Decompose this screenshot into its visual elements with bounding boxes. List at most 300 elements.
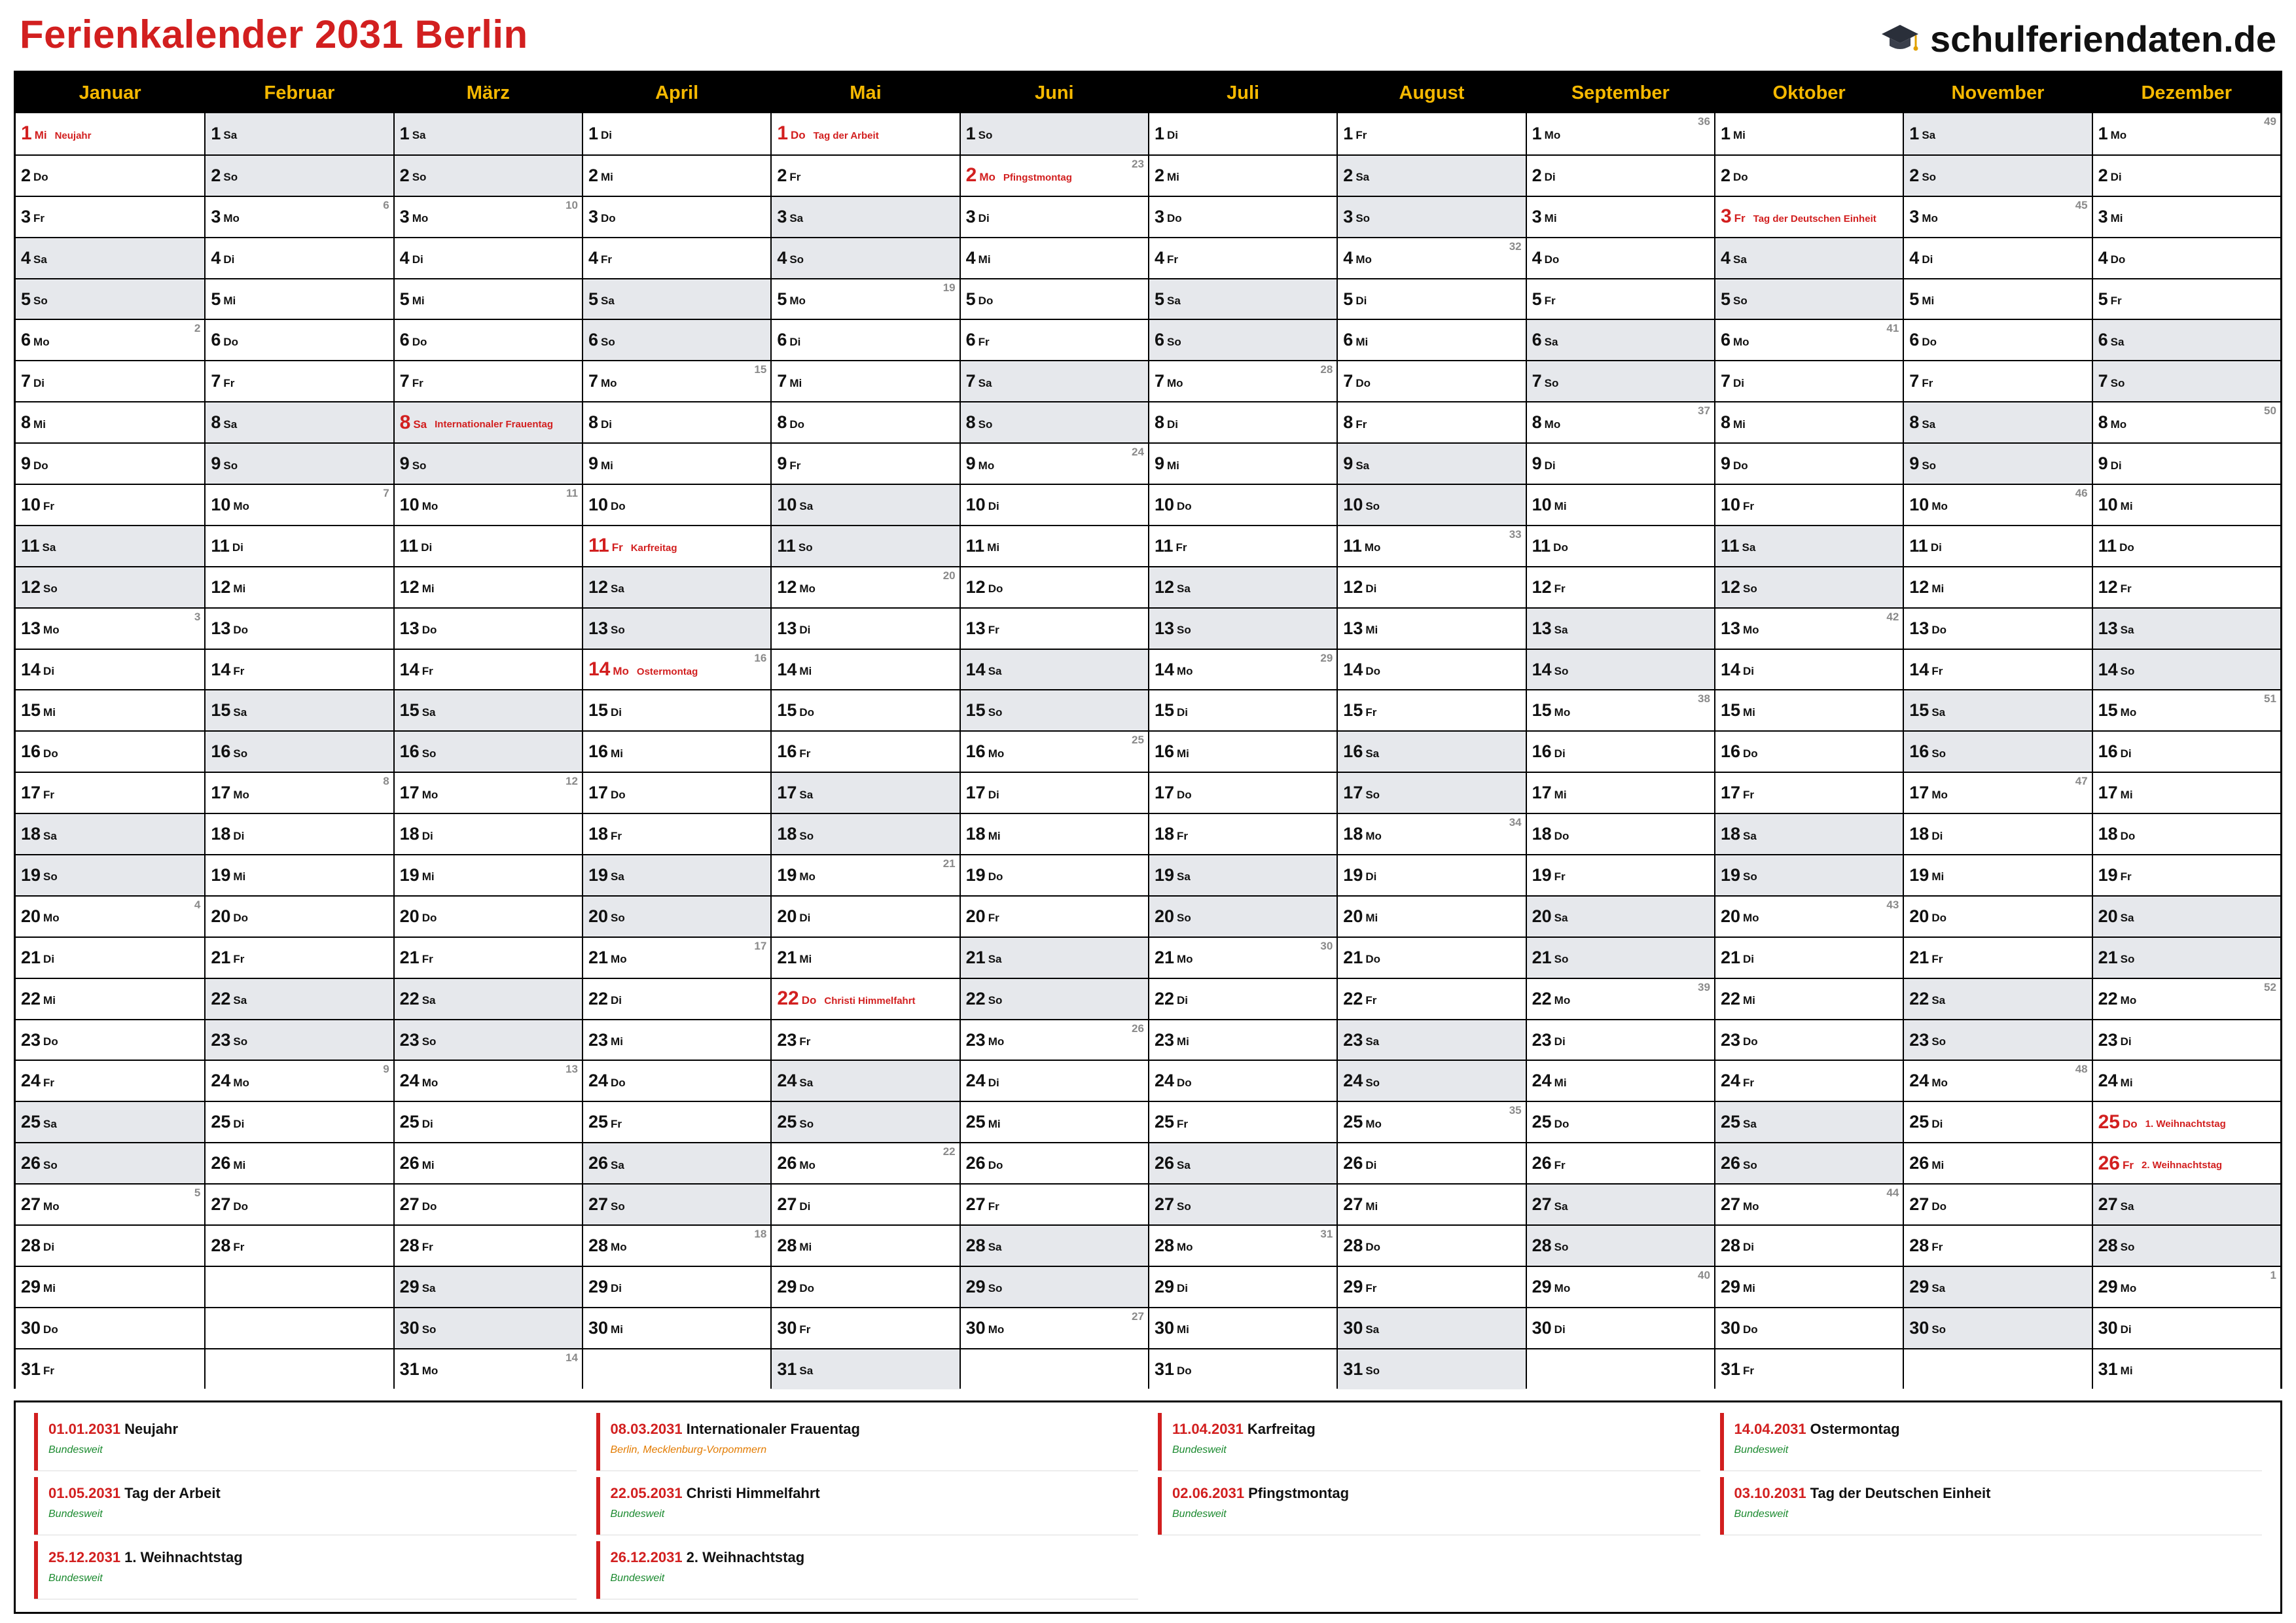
- day-cell[interactable]: [583, 649, 770, 690]
- day-cell[interactable]: [961, 196, 1148, 237]
- day-cell[interactable]: [16, 1019, 204, 1060]
- day-cell[interactable]: [1527, 237, 1714, 278]
- day-cell[interactable]: [772, 566, 959, 607]
- day-cell[interactable]: [206, 237, 393, 278]
- day-cell[interactable]: [1338, 936, 1525, 978]
- day-cell[interactable]: [395, 1101, 582, 1142]
- day-cell[interactable]: [16, 1060, 204, 1101]
- day-cell[interactable]: [1715, 1142, 1903, 1183]
- day-cell[interactable]: [1715, 154, 1903, 196]
- day-cell[interactable]: [1149, 442, 1336, 484]
- day-cell[interactable]: [1149, 319, 1336, 360]
- day-cell[interactable]: [2093, 196, 2280, 237]
- day-cell[interactable]: [395, 154, 582, 196]
- day-cell[interactable]: [961, 1266, 1148, 1307]
- day-cell[interactable]: [395, 278, 582, 319]
- day-cell[interactable]: [2093, 772, 2280, 813]
- day-cell[interactable]: [395, 1224, 582, 1266]
- day-cell[interactable]: [1149, 978, 1336, 1019]
- day-cell[interactable]: [206, 895, 393, 936]
- day-cell[interactable]: [2093, 1019, 2280, 1060]
- day-cell[interactable]: [1338, 607, 1525, 649]
- day-cell[interactable]: [1527, 649, 1714, 690]
- day-cell[interactable]: [1904, 689, 2091, 730]
- day-cell[interactable]: [16, 689, 204, 730]
- day-cell[interactable]: [206, 1060, 393, 1101]
- day-cell[interactable]: [2093, 319, 2280, 360]
- day-cell[interactable]: [206, 649, 393, 690]
- day-cell[interactable]: [1715, 1266, 1903, 1307]
- day-cell[interactable]: [1904, 484, 2091, 525]
- day-cell[interactable]: [1904, 113, 2091, 154]
- day-cell[interactable]: [583, 936, 770, 978]
- day-cell[interactable]: [961, 442, 1148, 484]
- day-cell[interactable]: [16, 1224, 204, 1266]
- day-cell[interactable]: [583, 196, 770, 237]
- day-cell[interactable]: [772, 936, 959, 978]
- day-cell[interactable]: [1338, 113, 1525, 154]
- day-cell[interactable]: [2093, 895, 2280, 936]
- day-cell[interactable]: [1715, 113, 1903, 154]
- day-cell[interactable]: [2093, 525, 2280, 566]
- day-cell[interactable]: [1715, 936, 1903, 978]
- day-cell[interactable]: [1338, 319, 1525, 360]
- day-cell[interactable]: [206, 1101, 393, 1142]
- day-cell[interactable]: [1715, 772, 1903, 813]
- day-cell[interactable]: [206, 978, 393, 1019]
- day-cell[interactable]: [206, 196, 393, 237]
- day-cell[interactable]: [772, 649, 959, 690]
- day-cell[interactable]: [1338, 525, 1525, 566]
- day-cell[interactable]: [1715, 813, 1903, 854]
- day-cell[interactable]: [2093, 1224, 2280, 1266]
- day-cell[interactable]: [772, 1060, 959, 1101]
- day-cell[interactable]: [16, 649, 204, 690]
- day-cell[interactable]: [16, 525, 204, 566]
- day-cell[interactable]: [206, 1019, 393, 1060]
- day-cell[interactable]: [583, 895, 770, 936]
- day-cell[interactable]: [1527, 730, 1714, 772]
- day-cell[interactable]: [1715, 978, 1903, 1019]
- day-cell[interactable]: [16, 1183, 204, 1224]
- day-cell[interactable]: [395, 772, 582, 813]
- day-cell[interactable]: [1338, 196, 1525, 237]
- day-cell[interactable]: [1715, 1307, 1903, 1348]
- day-cell[interactable]: [1149, 1266, 1336, 1307]
- day-cell[interactable]: [16, 813, 204, 854]
- day-cell[interactable]: [772, 1307, 959, 1348]
- day-cell[interactable]: [1338, 278, 1525, 319]
- day-cell[interactable]: [1527, 196, 1714, 237]
- day-cell[interactable]: [1149, 401, 1336, 442]
- day-cell[interactable]: [1715, 237, 1903, 278]
- day-cell[interactable]: [961, 1142, 1148, 1183]
- day-cell[interactable]: [1338, 1224, 1525, 1266]
- day-cell[interactable]: [2093, 689, 2280, 730]
- day-cell[interactable]: [772, 319, 959, 360]
- day-cell[interactable]: [2093, 1307, 2280, 1348]
- day-cell[interactable]: [1904, 1307, 2091, 1348]
- day-cell[interactable]: [206, 730, 393, 772]
- day-cell[interactable]: [2093, 813, 2280, 854]
- day-cell[interactable]: [1149, 525, 1336, 566]
- day-cell[interactable]: [16, 1142, 204, 1183]
- day-cell[interactable]: [961, 1224, 1148, 1266]
- day-cell[interactable]: [1715, 360, 1903, 401]
- day-cell[interactable]: [1149, 1307, 1336, 1348]
- day-cell[interactable]: [583, 237, 770, 278]
- day-cell[interactable]: [1904, 401, 2091, 442]
- day-cell[interactable]: [961, 607, 1148, 649]
- day-cell[interactable]: [1715, 525, 1903, 566]
- day-cell[interactable]: [583, 319, 770, 360]
- day-cell[interactable]: [1904, 772, 2091, 813]
- day-cell[interactable]: [583, 401, 770, 442]
- day-cell[interactable]: [1904, 278, 2091, 319]
- day-cell[interactable]: [1904, 319, 2091, 360]
- day-cell[interactable]: [1904, 1101, 2091, 1142]
- day-cell[interactable]: [1715, 649, 1903, 690]
- day-cell[interactable]: [583, 854, 770, 895]
- day-cell[interactable]: [206, 319, 393, 360]
- day-cell[interactable]: [16, 1266, 204, 1307]
- day-cell[interactable]: [772, 237, 959, 278]
- day-cell[interactable]: [1904, 1142, 2091, 1183]
- day-cell[interactable]: [583, 607, 770, 649]
- day-cell[interactable]: [1527, 1101, 1714, 1142]
- day-cell[interactable]: [583, 1183, 770, 1224]
- day-cell[interactable]: [583, 813, 770, 854]
- day-cell[interactable]: [1338, 730, 1525, 772]
- day-cell[interactable]: [395, 813, 582, 854]
- day-cell[interactable]: [1149, 237, 1336, 278]
- day-cell[interactable]: [961, 978, 1148, 1019]
- day-cell[interactable]: [1527, 154, 1714, 196]
- day-cell[interactable]: [1904, 1224, 2091, 1266]
- day-cell[interactable]: [1338, 772, 1525, 813]
- day-cell[interactable]: [583, 113, 770, 154]
- day-cell[interactable]: [961, 936, 1148, 978]
- day-cell[interactable]: [206, 401, 393, 442]
- day-cell[interactable]: [1527, 772, 1714, 813]
- day-cell[interactable]: [395, 442, 582, 484]
- day-cell[interactable]: [206, 278, 393, 319]
- day-cell[interactable]: [1338, 360, 1525, 401]
- day-cell[interactable]: [206, 772, 393, 813]
- day-cell[interactable]: [1149, 895, 1336, 936]
- day-cell[interactable]: [1338, 689, 1525, 730]
- day-cell[interactable]: [1149, 360, 1336, 401]
- day-cell[interactable]: [772, 484, 959, 525]
- day-cell[interactable]: [206, 525, 393, 566]
- day-cell[interactable]: [772, 1224, 959, 1266]
- day-cell[interactable]: [1715, 566, 1903, 607]
- day-cell[interactable]: [206, 936, 393, 978]
- day-cell[interactable]: [16, 1307, 204, 1348]
- day-cell[interactable]: [16, 978, 204, 1019]
- day-cell[interactable]: [2093, 649, 2280, 690]
- day-cell[interactable]: [583, 978, 770, 1019]
- day-cell[interactable]: [1149, 1101, 1336, 1142]
- day-cell[interactable]: [772, 1019, 959, 1060]
- day-cell[interactable]: [1149, 772, 1336, 813]
- day-cell[interactable]: [1904, 1266, 2091, 1307]
- day-cell[interactable]: [1715, 401, 1903, 442]
- day-cell[interactable]: [395, 936, 582, 978]
- day-cell[interactable]: [1527, 1266, 1714, 1307]
- day-cell[interactable]: [1715, 196, 1903, 237]
- day-cell[interactable]: [772, 442, 959, 484]
- day-cell[interactable]: [1149, 1183, 1336, 1224]
- day-cell[interactable]: [772, 813, 959, 854]
- day-cell[interactable]: [772, 1142, 959, 1183]
- day-cell[interactable]: [1338, 1142, 1525, 1183]
- day-cell[interactable]: [772, 772, 959, 813]
- day-cell[interactable]: [1904, 854, 2091, 895]
- day-cell[interactable]: [16, 566, 204, 607]
- day-cell[interactable]: [395, 649, 582, 690]
- day-cell[interactable]: [2093, 607, 2280, 649]
- day-cell[interactable]: [395, 484, 582, 525]
- day-cell[interactable]: [583, 1266, 770, 1307]
- day-cell[interactable]: [1527, 1142, 1714, 1183]
- day-cell[interactable]: [1338, 442, 1525, 484]
- day-cell[interactable]: [2093, 442, 2280, 484]
- day-cell[interactable]: [1904, 1060, 2091, 1101]
- day-cell[interactable]: [961, 113, 1148, 154]
- day-cell[interactable]: [1338, 484, 1525, 525]
- day-cell[interactable]: [1527, 689, 1714, 730]
- day-cell[interactable]: [583, 730, 770, 772]
- day-cell[interactable]: [1715, 1101, 1903, 1142]
- day-cell[interactable]: [395, 854, 582, 895]
- day-cell[interactable]: [1338, 154, 1525, 196]
- day-cell[interactable]: [583, 1142, 770, 1183]
- day-cell[interactable]: [1149, 566, 1336, 607]
- day-cell[interactable]: [772, 154, 959, 196]
- day-cell[interactable]: [1149, 113, 1336, 154]
- day-cell[interactable]: [2093, 978, 2280, 1019]
- day-cell[interactable]: [1338, 978, 1525, 1019]
- day-cell[interactable]: [1715, 854, 1903, 895]
- day-cell[interactable]: [1904, 895, 2091, 936]
- day-cell[interactable]: [772, 525, 959, 566]
- day-cell[interactable]: [1904, 1183, 2091, 1224]
- day-cell[interactable]: [1527, 978, 1714, 1019]
- day-cell[interactable]: [1715, 1019, 1903, 1060]
- day-cell[interactable]: [395, 401, 582, 442]
- day-cell[interactable]: [961, 772, 1148, 813]
- day-cell[interactable]: [2093, 1142, 2280, 1183]
- day-cell[interactable]: [961, 649, 1148, 690]
- day-cell[interactable]: [1527, 319, 1714, 360]
- day-cell[interactable]: [2093, 278, 2280, 319]
- day-cell[interactable]: [1527, 607, 1714, 649]
- day-cell[interactable]: [961, 237, 1148, 278]
- day-cell[interactable]: [16, 854, 204, 895]
- day-cell[interactable]: [583, 1019, 770, 1060]
- day-cell[interactable]: [395, 1183, 582, 1224]
- day-cell[interactable]: [772, 196, 959, 237]
- day-cell[interactable]: [395, 360, 582, 401]
- day-cell[interactable]: [1904, 360, 2091, 401]
- day-cell[interactable]: [1149, 813, 1336, 854]
- day-cell[interactable]: [395, 730, 582, 772]
- day-cell[interactable]: [583, 154, 770, 196]
- day-cell[interactable]: [1527, 1019, 1714, 1060]
- day-cell[interactable]: [961, 401, 1148, 442]
- day-cell[interactable]: [961, 360, 1148, 401]
- day-cell[interactable]: [16, 154, 204, 196]
- day-cell[interactable]: [1527, 525, 1714, 566]
- day-cell[interactable]: [961, 1060, 1148, 1101]
- day-cell[interactable]: [1527, 566, 1714, 607]
- day-cell[interactable]: [1527, 813, 1714, 854]
- day-cell[interactable]: [1527, 854, 1714, 895]
- day-cell[interactable]: [2093, 730, 2280, 772]
- day-cell[interactable]: [1904, 1019, 2091, 1060]
- day-cell[interactable]: [1904, 196, 2091, 237]
- day-cell[interactable]: [1904, 237, 2091, 278]
- day-cell[interactable]: [1527, 1307, 1714, 1348]
- day-cell[interactable]: [1338, 1266, 1525, 1307]
- day-cell[interactable]: [16, 319, 204, 360]
- day-cell[interactable]: [1338, 813, 1525, 854]
- day-cell[interactable]: [1338, 237, 1525, 278]
- day-cell[interactable]: [206, 813, 393, 854]
- day-cell[interactable]: [1527, 1060, 1714, 1101]
- day-cell[interactable]: [395, 689, 582, 730]
- day-cell[interactable]: [583, 566, 770, 607]
- day-cell[interactable]: [583, 1224, 770, 1266]
- day-cell[interactable]: [961, 319, 1148, 360]
- day-cell[interactable]: [206, 566, 393, 607]
- day-cell[interactable]: [16, 772, 204, 813]
- day-cell[interactable]: [16, 196, 204, 237]
- day-cell[interactable]: [772, 1101, 959, 1142]
- day-cell[interactable]: [2093, 484, 2280, 525]
- day-cell[interactable]: [2093, 1101, 2280, 1142]
- day-cell[interactable]: [1904, 525, 2091, 566]
- day-cell[interactable]: [2093, 1266, 2280, 1307]
- day-cell[interactable]: [395, 1060, 582, 1101]
- day-cell[interactable]: [2093, 154, 2280, 196]
- day-cell[interactable]: [1149, 196, 1336, 237]
- day-cell[interactable]: [583, 1307, 770, 1348]
- day-cell[interactable]: [1715, 607, 1903, 649]
- day-cell[interactable]: [583, 1101, 770, 1142]
- day-cell[interactable]: [206, 1224, 393, 1266]
- day-cell[interactable]: [1715, 895, 1903, 936]
- day-cell[interactable]: [1338, 1019, 1525, 1060]
- day-cell[interactable]: [16, 1348, 204, 1389]
- day-cell[interactable]: [1904, 607, 2091, 649]
- day-cell[interactable]: [1338, 1183, 1525, 1224]
- day-cell[interactable]: [1527, 484, 1714, 525]
- day-cell[interactable]: [1149, 689, 1336, 730]
- day-cell[interactable]: [395, 895, 582, 936]
- day-cell[interactable]: [583, 525, 770, 566]
- day-cell[interactable]: [772, 730, 959, 772]
- day-cell[interactable]: [961, 895, 1148, 936]
- day-cell[interactable]: [1904, 566, 2091, 607]
- day-cell[interactable]: [1715, 319, 1903, 360]
- day-cell[interactable]: [961, 525, 1148, 566]
- day-cell[interactable]: [395, 1348, 582, 1389]
- day-cell[interactable]: [1527, 278, 1714, 319]
- day-cell[interactable]: [16, 278, 204, 319]
- day-cell[interactable]: [206, 113, 393, 154]
- day-cell[interactable]: [961, 566, 1148, 607]
- day-cell[interactable]: [16, 607, 204, 649]
- day-cell[interactable]: [1338, 1307, 1525, 1348]
- day-cell[interactable]: [1149, 1142, 1336, 1183]
- day-cell[interactable]: [1904, 730, 2091, 772]
- day-cell[interactable]: [1338, 401, 1525, 442]
- day-cell[interactable]: [16, 895, 204, 936]
- day-cell[interactable]: [1715, 278, 1903, 319]
- day-cell[interactable]: [961, 730, 1148, 772]
- day-cell[interactable]: [1715, 1183, 1903, 1224]
- day-cell[interactable]: [16, 484, 204, 525]
- day-cell[interactable]: [206, 689, 393, 730]
- day-cell[interactable]: [583, 689, 770, 730]
- day-cell[interactable]: [1904, 154, 2091, 196]
- day-cell[interactable]: [772, 607, 959, 649]
- day-cell[interactable]: [1338, 649, 1525, 690]
- day-cell[interactable]: [772, 278, 959, 319]
- day-cell[interactable]: [1904, 813, 2091, 854]
- day-cell[interactable]: [1715, 442, 1903, 484]
- day-cell[interactable]: [1149, 484, 1336, 525]
- day-cell[interactable]: [1527, 360, 1714, 401]
- day-cell[interactable]: [206, 854, 393, 895]
- day-cell[interactable]: [206, 360, 393, 401]
- day-cell[interactable]: [772, 360, 959, 401]
- day-cell[interactable]: [1715, 730, 1903, 772]
- day-cell[interactable]: [961, 1019, 1148, 1060]
- day-cell[interactable]: [1904, 442, 2091, 484]
- day-cell[interactable]: [1149, 1348, 1336, 1389]
- day-cell[interactable]: [2093, 237, 2280, 278]
- day-cell[interactable]: [583, 278, 770, 319]
- day-cell[interactable]: [1149, 1224, 1336, 1266]
- day-cell[interactable]: [583, 772, 770, 813]
- day-cell[interactable]: [395, 1307, 582, 1348]
- day-cell[interactable]: [772, 1348, 959, 1389]
- day-cell[interactable]: [1149, 154, 1336, 196]
- day-cell[interactable]: [583, 1060, 770, 1101]
- day-cell[interactable]: [16, 1101, 204, 1142]
- day-cell[interactable]: [961, 1307, 1148, 1348]
- day-cell[interactable]: [16, 442, 204, 484]
- day-cell[interactable]: [395, 319, 582, 360]
- day-cell[interactable]: [961, 813, 1148, 854]
- day-cell[interactable]: [1715, 1224, 1903, 1266]
- day-cell[interactable]: [961, 484, 1148, 525]
- day-cell[interactable]: [1904, 978, 2091, 1019]
- day-cell[interactable]: [395, 978, 582, 1019]
- day-cell[interactable]: [395, 1142, 582, 1183]
- day-cell[interactable]: [1715, 689, 1903, 730]
- day-cell[interactable]: [2093, 566, 2280, 607]
- day-cell[interactable]: [1149, 278, 1336, 319]
- day-cell[interactable]: [1149, 1019, 1336, 1060]
- day-cell[interactable]: [772, 978, 959, 1019]
- day-cell[interactable]: [1338, 1348, 1525, 1389]
- day-cell[interactable]: [16, 936, 204, 978]
- day-cell[interactable]: [1338, 895, 1525, 936]
